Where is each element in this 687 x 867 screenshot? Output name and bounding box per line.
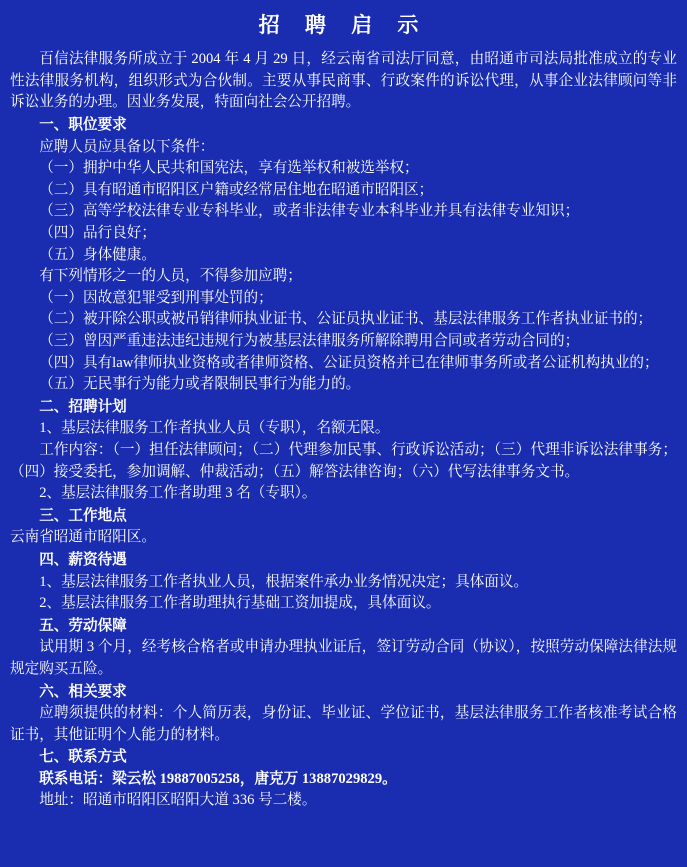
section-paragraph: （四）具有law律师执业资格或者律师资格、公证员资格并已在律师事务所或者公证机构执业的； xyxy=(39,354,659,371)
section-heading: 四、薪资待遇 xyxy=(39,551,127,568)
section-salary xyxy=(10,550,677,615)
section-contact xyxy=(10,747,677,812)
section-paragraph: （二）被开除公职或被吊销律师执业证书、公证员执业证书、基层法律服务工作者执业证书的； xyxy=(39,311,653,328)
section-work-location xyxy=(10,506,677,549)
section-paragraph: （三）高等学校法律专业专科毕业，或者非法律专业本科毕业并具有法律专业知识； xyxy=(39,203,580,220)
page-title: 招 聘 启 示 xyxy=(258,13,429,37)
contact-address: 地址：昭通市昭阳区昭阳大道 336 号二楼。 xyxy=(39,792,317,809)
section-paragraph: 工作内容：（一）担任法律顾问；（二）代理参加民事、行政诉讼活动；（三）代理非诉讼法律事务；（四）接受委托，参加调解、仲裁活动；（五）解答法律咨询；（六）代写法律事务文书。 xyxy=(10,441,677,480)
section-paragraph: （五）身体健康。 xyxy=(39,246,156,263)
section-heading: 二、招聘计划 xyxy=(39,398,127,415)
section-paragraph: （一）因故意犯罪受到刑事处罚的； xyxy=(39,289,273,306)
section-paragraph: 云南省昭通市昭阳区。 xyxy=(10,529,156,546)
section-paragraph: 应聘人员应具备以下条件： xyxy=(39,138,215,155)
section-paragraph: （五）无民事行为能力或者限制民事行为能力的。 xyxy=(39,376,361,393)
intro-paragraph: 百信法律服务所成立于 2004 年 4 月 29 日，经云南省司法厅同意，由昭通市司法局批准成立的专业性法律服务机构，组织形式为合伙制。主要从事民商事、行政案件的诉讼代理，从事企业法律顾问等非诉讼业务的办理。因业务发展，特面向社会公开招聘。 xyxy=(10,51,677,111)
section-paragraph: （三）曾因严重违法违纪违规行为被基层法律服务所解除聘用合同或者劳动合同的； xyxy=(39,333,580,350)
section-paragraph: 1、基层法律服务工作者执业人员（专职），名额无限。 xyxy=(39,420,390,437)
section-heading: 三、工作地点 xyxy=(39,507,127,524)
section-heading: 一、职位要求 xyxy=(39,117,127,134)
section-labor-security xyxy=(10,616,677,681)
section-paragraph: （一）拥护中华人民共和国宪法，享有选举权和被选举权； xyxy=(39,160,419,177)
section-heading: 七、联系方式 xyxy=(39,749,127,766)
section-heading: 五、劳动保障 xyxy=(39,617,127,634)
section-paragraph: 1、基层法律服务工作者执业人员，根据案件承办业务情况决定；具体面议。 xyxy=(39,573,529,590)
section-related-requirements xyxy=(10,682,677,747)
section-paragraph: 2、基层法律服务工作者助理 3 名（专职）。 xyxy=(39,485,317,502)
section-recruitment-plan xyxy=(10,397,677,505)
section-position-requirements xyxy=(10,115,677,396)
section-paragraph: （二）具有昭通市昭阳区户籍或经常居住地在昭通市昭阳区； xyxy=(39,181,434,198)
section-paragraph: 应聘须提供的材料：个人简历表，身份证、毕业证、学位证书，基层法律服务工作者核准考试合格证书，其他证明个人能力的材料。 xyxy=(10,705,677,743)
section-paragraph: 试用期 3 个月，经考核合格者或申请办理执业证后，签订劳动合同（协议），按照劳动保障法律法规规定购买五险。 xyxy=(10,639,677,677)
section-heading: 六、相关要求 xyxy=(39,683,127,700)
section-paragraph: 2、基层法律服务工作者助理执行基础工资加提成，具体面议。 xyxy=(39,595,441,612)
section-paragraph: 有下列情形之一的人员，不得参加应聘； xyxy=(39,268,302,285)
contact-phone: 联系电话：梁云松 19887005258，唐克万 13887029829。 xyxy=(39,770,397,787)
section-paragraph: （四）品行良好； xyxy=(39,225,156,242)
